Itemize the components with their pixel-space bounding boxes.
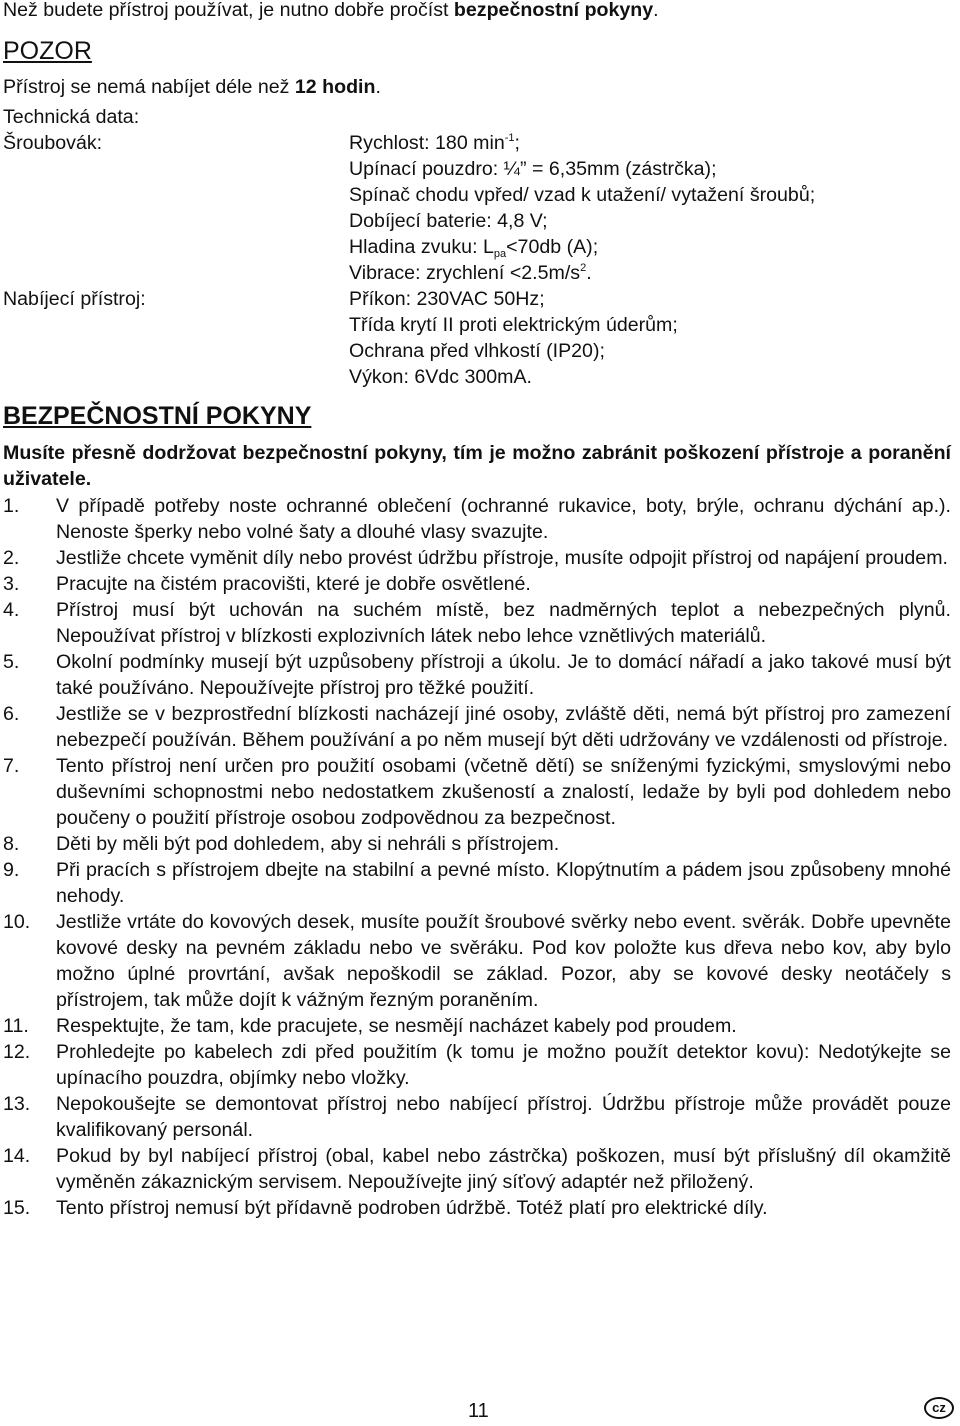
item-number: 1. — [3, 495, 20, 517]
item-number: 9. — [3, 859, 20, 881]
list-item — [0, 493, 951, 545]
charger-spec: Výkon: 6Vdc 300mA. — [349, 366, 532, 388]
list-item — [0, 571, 951, 597]
vib-suffix: . — [586, 262, 592, 284]
noise-text: Hladina zvuku: L — [349, 236, 494, 258]
list-item — [0, 1091, 951, 1143]
intro-bold: bezpečnostní pokyny — [453, 0, 654, 21]
item-number: 11. — [3, 1015, 29, 1037]
charger-spec: Ochrana před vlhkostí (IP20); — [349, 340, 605, 362]
noise-sub: pa — [493, 248, 507, 260]
item-number: 5. — [3, 651, 20, 673]
safety-intro: Musíte přesně dodržovat bezpečnostní pokyny, tím je možno zabránit poškození přístroje a poranění uživatele. — [3, 442, 951, 490]
item-number: 13. — [3, 1093, 31, 1115]
speed-suffix: ; — [514, 132, 520, 154]
spec-chuck: Upínací pouzdro: ¼” = 6,35mm (zástrčka); — [349, 158, 717, 180]
spec-battery: Dobíjecí baterie: 4,8 V; — [349, 210, 548, 232]
item-number: 3. — [3, 573, 20, 595]
item-text: Prohledejte po kabelech zdi před použitím (k tomu je možno použít detektor kovu): Nedotýkejte se upínacího pouzdra, objímky nebo vložky. — [56, 1041, 951, 1089]
list-item — [0, 701, 951, 753]
item-text: Jestliže vrtáte do kovových desek, musíte použít šroubové svěrky nebo event. svěrák. Dobře upevněte kovové desky na pevném základu nebo ve svěráku. Pod kov položte kus dřeva nebo kov, aby bylo možno úplné provrtání, avšak nepoškodil se základ. Pozor, aby se kovové desky neotáčely s přístrojem, tak může dojít k vážným řezným poraněním. — [56, 911, 951, 1011]
item-text: Děti by měli být pod dohledem, aby si nehráli s přístrojem. — [56, 833, 560, 855]
safety-list — [0, 493, 951, 1221]
list-item — [0, 857, 951, 909]
item-text: Tento přístroj nemusí být přídavně podroben údržbě. Totéž platí pro elektrické díly. — [56, 1197, 768, 1219]
list-item — [0, 1143, 951, 1195]
item-text: Pokud by byl nabíjecí přístroj (obal, kabel nebo zástrčka) poškozen, musí být příslušný díl okamžitě vyměněn zákaznickým servisem. Nepoužívejte jiný síťový adaptér než přiložený. — [56, 1145, 951, 1193]
screwdriver-label: Šroubovák: — [3, 132, 103, 154]
item-number: 7. — [3, 755, 20, 777]
safety-heading: BEZPEČNOSTNÍ POKYNY — [3, 402, 312, 430]
vib-text: Vibrace: zrychlení <2.5m/s — [349, 262, 581, 284]
list-item — [0, 831, 951, 857]
list-item — [0, 545, 951, 571]
intro-text: Než budete přístroj používat, je nutno dobře pročíst — [3, 0, 454, 21]
list-item — [0, 1039, 951, 1091]
language-badge: cz — [924, 1397, 954, 1419]
item-text: Jestliže chcete vyměnit díly nebo provést údržbu přístroje, musíte odpojit přístroj od napájení proudem. — [56, 547, 948, 569]
item-text: Okolní podmínky musejí být uzpůsobeny přístroji a úkolu. Je to domácí nářadí a jako takové musí být také používáno. Nepoužívejte přístroj pro těžké použití. — [56, 651, 951, 699]
item-number: 2. — [3, 547, 20, 569]
item-number: 15. — [3, 1197, 31, 1219]
list-item — [0, 649, 951, 701]
pozor-prefix: Přístroj se nemá nabíjet déle než — [3, 76, 295, 98]
item-number: 14. — [3, 1145, 31, 1167]
page-number: 11 — [468, 1400, 489, 1422]
list-item — [0, 1195, 951, 1221]
list-item — [0, 909, 951, 1013]
vib-sup: 2 — [580, 262, 587, 274]
pozor-text — [3, 74, 381, 100]
spec-vibration — [349, 260, 592, 286]
item-text: Nepokoušejte se demontovat přístroj nebo nabíjecí přístroj. Údržbu přístroje může provádět pouze kvalifikovaný personál. — [56, 1093, 951, 1141]
charger-spec: Třída krytí II proti elektrickým úderům; — [349, 314, 678, 336]
item-text: Respektujte, že tam, kde pracujete, se nesmějí nacházet kabely pod proudem. — [56, 1015, 737, 1037]
item-text: Přístroj musí být uchován na suchém místě, bez nadměrných teplot a nebezpečných plynů. Nepoužívat přístroj v blízkosti explozivních látek nebo lehce vznětlivých materiálů. — [56, 599, 951, 647]
spec-speed — [349, 130, 520, 156]
item-text: Jestliže se v bezprostřední blízkosti nacházejí jiné osoby, zvláště děti, nemá být přístroj pro zamezení nebezpečí používán. Během používání a po něm musejí být děti udržovány ve vzdálenosti od přístroje. — [56, 703, 951, 751]
item-text: V případě potřeby noste ochranné oblečení (ochranné rukavice, boty, brýle, ochranu dýchání ap.). Nenoste šperky nebo volné šaty a dlouhé vlasy svazujte. — [56, 495, 951, 543]
item-number: 8. — [3, 833, 20, 855]
item-text: Při pracích s přístrojem dbejte na stabilní a pevné místo. Klopýtnutím a pádem jsou způsobeny mnohé nehody. — [56, 859, 951, 907]
list-item — [0, 597, 951, 649]
pozor-suffix: . — [375, 76, 381, 98]
charger-spec: Příkon: 230VAC 50Hz; — [349, 288, 545, 310]
tech-heading: Technická data: — [3, 106, 140, 128]
item-number: 12. — [3, 1041, 31, 1063]
charger-label: Nabíjecí přístroj: — [3, 288, 146, 310]
intro-line — [3, 0, 659, 23]
pozor-bold: 12 hodin — [294, 76, 376, 98]
noise-suffix: <70db (A); — [506, 236, 599, 258]
item-number: 10. — [3, 911, 31, 933]
item-number: 6. — [3, 703, 20, 725]
list-item — [0, 1013, 951, 1039]
pozor-heading: POZOR — [3, 37, 92, 65]
spec-noise — [349, 234, 598, 260]
list-item — [0, 753, 951, 831]
speed-text: Rychlost: 180 min — [349, 132, 505, 154]
item-text: Pracujte na čistém pracovišti, které je dobře osvětlené. — [56, 573, 531, 595]
item-number: 4. — [3, 599, 20, 621]
speed-sup: -1 — [504, 132, 515, 144]
intro-suffix: . — [653, 0, 659, 21]
item-text: Tento přístroj není určen pro použití osobami (včetně dětí) se sníženými fyzickými, smyslovými nebo duševními schopnostmi nebo nedostatkem zkušeností a znalostí, ledaže by byli pod dohledem nebo poučeny o použití přístroje osobou zodpovědnou za bezpečnost. — [56, 755, 951, 829]
spec-switch: Spínač chodu vpřed/ vzad k utažení/ vytažení šroubů; — [349, 184, 816, 206]
